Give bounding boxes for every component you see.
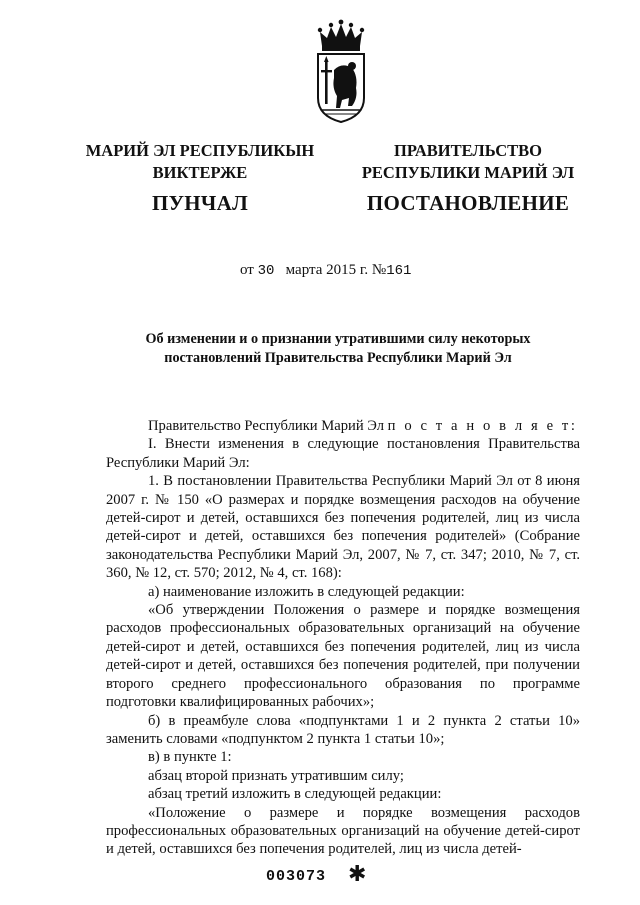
header-left-line1: МАРИЙ ЭЛ РЕСПУБЛИКЫН <box>85 141 315 160</box>
document-title <box>100 330 576 368</box>
asterisk-mark: ✱ <box>348 862 367 887</box>
decree-number: 161 <box>386 263 412 279</box>
serial-number: 003073 <box>266 868 327 885</box>
paragraph-8: абзац третий изложить в следующей редакции: <box>148 786 442 803</box>
header-left-line2: ВИКТЕРЖЕ <box>152 163 248 182</box>
intro-paragraph <box>106 417 580 435</box>
number-sign: № <box>371 262 387 278</box>
intro-verb: п о с т а н о в л я е т: <box>387 418 578 434</box>
paragraph-2: 1. В постановлении Правительства Республики Марий Эл от 8 июня 2007 г. № 150 «О размерах и порядке возмещения расходов на обучение детей-сирот и детей, оставшихся без попечения родителей, лиц из числа детей-сирот и детей, оставшихся без попечения родителей» (Собрание законодательства Республики Марий Эл, 2007, № 7, ст. 347; 2010, № 7, ст. 360, № 12, ст. 570; 2012, № 4, ст. 168): <box>106 473 580 582</box>
title-line1: Об изменении и о признании утратившими силу некоторых <box>145 331 531 347</box>
paragraph-4: «Об утверждении Положения о размере и порядке возмещения расходов профессиональных образовательных организаций на обучение детей-сирот и детей, оставшихся без попечения родителей, лиц из числа детей-сирот и детей, оставшихся без попечения родителей, при получении второго среднего профессионального образования по программе подготовки квалифицированных рабочих»; <box>106 602 580 711</box>
paragraph-3: а) наименование изложить в следующей редакции: <box>148 583 465 600</box>
header-right-line1: ПРАВИТЕЛЬСТВО <box>394 141 542 160</box>
header-right <box>348 140 588 214</box>
paragraph-6: в) в пункте 1: <box>148 749 232 766</box>
header-right-big: ПОСТАНОВЛЕНИЕ <box>366 191 570 215</box>
document-body <box>106 417 580 859</box>
date-prefix: от <box>240 262 254 278</box>
date-month-year: марта 2015 г. <box>285 262 369 278</box>
paragraph-5: б) в преамбуле слова «подпунктами 1 и 2 пункта 2 статьи 10» заменить словами «подпунктом 2 пункта 1 статьи 10»; <box>106 712 580 747</box>
paragraph-9: «Положение о размере и порядке возмещения расходов профессиональных образовательных организаций на обучение детей-сирот и детей, оставшихся без попечения родителей, лиц из числа детей- <box>106 804 580 858</box>
mari-el-coat-of-arms-icon <box>312 18 370 124</box>
intro-subject: Правительство Республики Марий Эл <box>148 418 385 434</box>
paragraph-7: абзац второй признать утратившим силу; <box>148 767 404 784</box>
date-line <box>240 262 480 279</box>
title-line2: постановлений Правительства Республики Марий Эл <box>164 350 512 366</box>
header-left-big: ПУНЧАЛ <box>151 191 249 215</box>
paragraph-1: I. Внести изменения в следующие постановления Правительства Республики Марий Эл: <box>106 436 580 471</box>
header-right-line2: РЕСПУБЛИКИ МАРИЙ ЭЛ <box>361 163 575 182</box>
header-left <box>80 140 320 214</box>
date-day: 30 <box>257 263 275 279</box>
